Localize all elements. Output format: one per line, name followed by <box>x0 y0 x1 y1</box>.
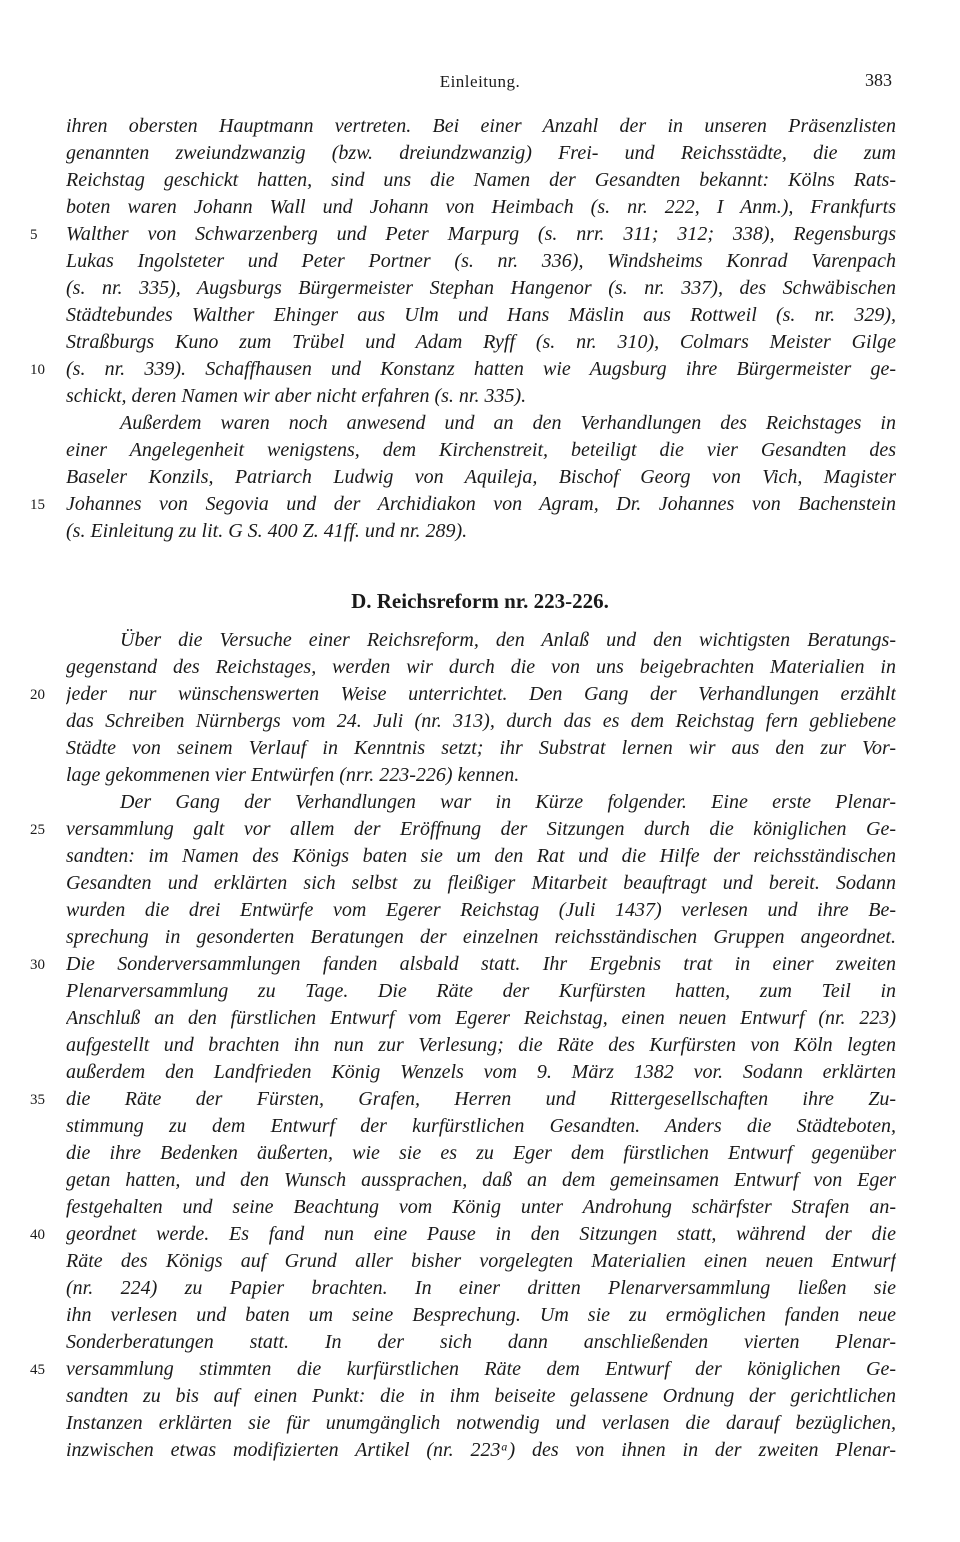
text-line: aufgestellt und brachten ihn nun zur Verlesung; die Räte des Kurfürsten von Köln legten <box>66 1034 896 1056</box>
text-line: inzwischen etwas modifizierten Artikel (nr. 223ᵃ) des von ihnen in der zweiten Plenar- <box>66 1439 896 1461</box>
text-line: Die Sonderversammlungen fanden alsbald statt. Ihr Ergebnis trat in einer zweiten <box>66 953 896 975</box>
text-line: Plenarversammlung zu Tage. Die Räte der Kurfürsten hatten, zum Teil in <box>66 980 896 1002</box>
section-heading: D. Reichsreform nr. 223-226. <box>351 589 609 613</box>
text-line: Reichstag geschickt hatten, sind uns die Namen der Gesandten bekannt: Kölns Rats- <box>66 169 896 191</box>
text-line: außerdem den Landfrieden König Wenzels vom 9. März 1382 vor. Sodann erklärten <box>66 1061 896 1083</box>
text-line: sprechung in gesonderten Beratungen der einzelnen reichsständischen Gruppen angeordnet. <box>66 926 896 948</box>
page-number: 383 <box>865 70 892 90</box>
text-line: Der Gang der Verhandlungen war in Kürze folgender. Eine erste Plenar- <box>120 791 896 813</box>
line-number: 5 <box>30 227 38 243</box>
line-number: 10 <box>30 362 45 378</box>
text-line: Johannes von Segovia und der Archidiakon von Agram, Dr. Johannes von Bachenstein <box>66 493 896 515</box>
text-line: Städtebundes Walther Ehinger aus Ulm und Hans Mäslin aus Rottweil (s. nr. 329), <box>66 304 896 326</box>
text-line: Walther von Schwarzenberg und Peter Marpurg (s. nrr. 311; 312; 338), Regensburgs <box>66 223 896 245</box>
text-line: Räte des Königs auf Grund aller bisher vorgelegten Materialien einen neuen Entwurf <box>66 1250 896 1272</box>
text-line: Städte von seinem Verlauf in Kenntnis setzt; ihr Substrat lernen wir aus den zur Vor- <box>66 737 896 759</box>
line-number: 20 <box>30 687 45 703</box>
text-line: die Räte der Fürsten, Grafen, Herren und Rittergesellschaften ihre Zu- <box>66 1088 896 1110</box>
line-number: 15 <box>30 497 45 513</box>
text-line: geordnet werde. Es fand nun eine Pause in den Sitzungen statt, während der die <box>66 1223 896 1245</box>
text-line: Sonderberatungen statt. In der sich dann anschließenden vierten Plenar- <box>66 1331 896 1353</box>
text-line: Straßburgs Kuno zum Trübel und Adam Ryff (s. nr. 310), Colmars Meister Gilge <box>66 331 896 353</box>
text-line: gegenstand des Reichstages, werden wir durch die von uns beigebrachten Materialien in <box>66 656 896 678</box>
line-number: 35 <box>30 1092 45 1108</box>
text-line: einer Angelegenheit wenigstens, dem Kirchenstreit, beteiligt die vier Gesandten des <box>66 439 896 461</box>
text-line: Instanzen erklärten sie für unumgänglich notwendig und verlasen die darauf bezüglichen, <box>66 1412 896 1434</box>
text-line: (s. nr. 339). Schaffhausen und Konstanz hatten wie Augsburg ihre Bürgermeister ge- <box>66 358 896 380</box>
text-line: Lukas Ingolsteter und Peter Portner (s. nr. 336), Windsheims Konrad Varenpach <box>66 250 896 272</box>
text-line: Anschluß an den fürstlichen Entwurf vom Egerer Reichstag, einen neuen Entwurf (nr. 223) <box>66 1007 896 1029</box>
text-line: lage gekommenen vier Entwürfen (nrr. 223-226) kennen. <box>66 764 520 786</box>
text-line: das Schreiben Nürnbergs vom 24. Juli (nr. 313), durch das es dem Reichstag fern gebliebene <box>66 710 896 732</box>
text-line: versammlung stimmten die kurfürstlichen Räte dem Entwurf der königlichen Ge- <box>66 1358 896 1380</box>
text-line: getan hatten, und den Wunsch aussprachen, daß an dem gemeinsamen Entwurf von Eger <box>66 1169 896 1191</box>
running-header <box>0 68 960 96</box>
text-line: genannten zweiundzwanzig (bzw. dreiundzwanzig) Frei- und Reichsstädte, die zum <box>66 142 896 164</box>
text-line: jeder nur wünschenswerten Weise unterrichtet. Den Gang der Verhandlungen erzählt <box>66 683 896 705</box>
line-number: 45 <box>30 1362 45 1378</box>
line-number: 40 <box>30 1227 45 1243</box>
text-line: versammlung galt vor allem der Eröffnung der Sitzungen durch die königlichen Ge- <box>66 818 896 840</box>
text-line: sandten: im Namen des Königs baten sie um den Rat und die Hilfe der reichsständischen <box>66 845 896 867</box>
text-line: wurden die drei Entwürfe vom Egerer Reichstag (Juli 1437) verlesen und ihre Be- <box>66 899 896 921</box>
text-line: (s. Einleitung zu lit. G S. 400 Z. 41ff. und nr. 289). <box>66 520 468 542</box>
text-line: Über die Versuche einer Reichsreform, den Anlaß und den wichtigsten Beratungs- <box>120 629 896 651</box>
text-line: die ihre Bedenken äußerten, wie sie es zu Eger dem fürstlichen Entwurf gegenüber <box>66 1142 896 1164</box>
text-line: (nr. 224) zu Papier brachten. In einer dritten Plenarversammlung ließen sie <box>66 1277 896 1299</box>
text-line: schickt, deren Namen wir aber nicht erfahren (s. nr. 335). <box>66 385 527 407</box>
text-line: ihn verlesen und baten um seine Besprechung. Um sie zu ermöglichen fanden neue <box>66 1304 896 1326</box>
running-title: Einleitung. <box>439 72 521 91</box>
text-line: stimmung zu dem Entwurf der kurfürstlichen Gesandten. Anders die Städteboten, <box>66 1115 896 1137</box>
line-number: 25 <box>30 822 45 838</box>
text-line: ihren obersten Hauptmann vertreten. Bei einer Anzahl der in unseren Präsenzlisten <box>66 115 896 137</box>
text-line: Baseler Konzils, Patriarch Ludwig von Aquileja, Bischof Georg von Vich, Magister <box>66 466 896 488</box>
line-number: 30 <box>30 957 45 973</box>
text-line: boten waren Johann Wall und Johann von Heimbach (s. nr. 222, I Anm.), Frankfurts <box>66 196 896 218</box>
text-line: Gesandten und erklärten sich selbst zu fleißiger Mitarbeit beauftragt und bereit. Sodann <box>66 872 896 894</box>
text-line: festgehalten und seine Beachtung vom König unter Androhung schärfster Strafen an- <box>66 1196 896 1218</box>
text-line: (s. nr. 335), Augsburgs Bürgermeister Stephan Hangenor (s. nr. 337), des Schwäbischen <box>66 277 896 299</box>
text-line: Außerdem waren noch anwesend und an den Verhandlungen des Reichstages in <box>120 412 896 434</box>
text-line: sandten zu bis auf einen Punkt: die in ihm beiseite gelassene Ordnung der gerichtlichen <box>66 1385 896 1407</box>
